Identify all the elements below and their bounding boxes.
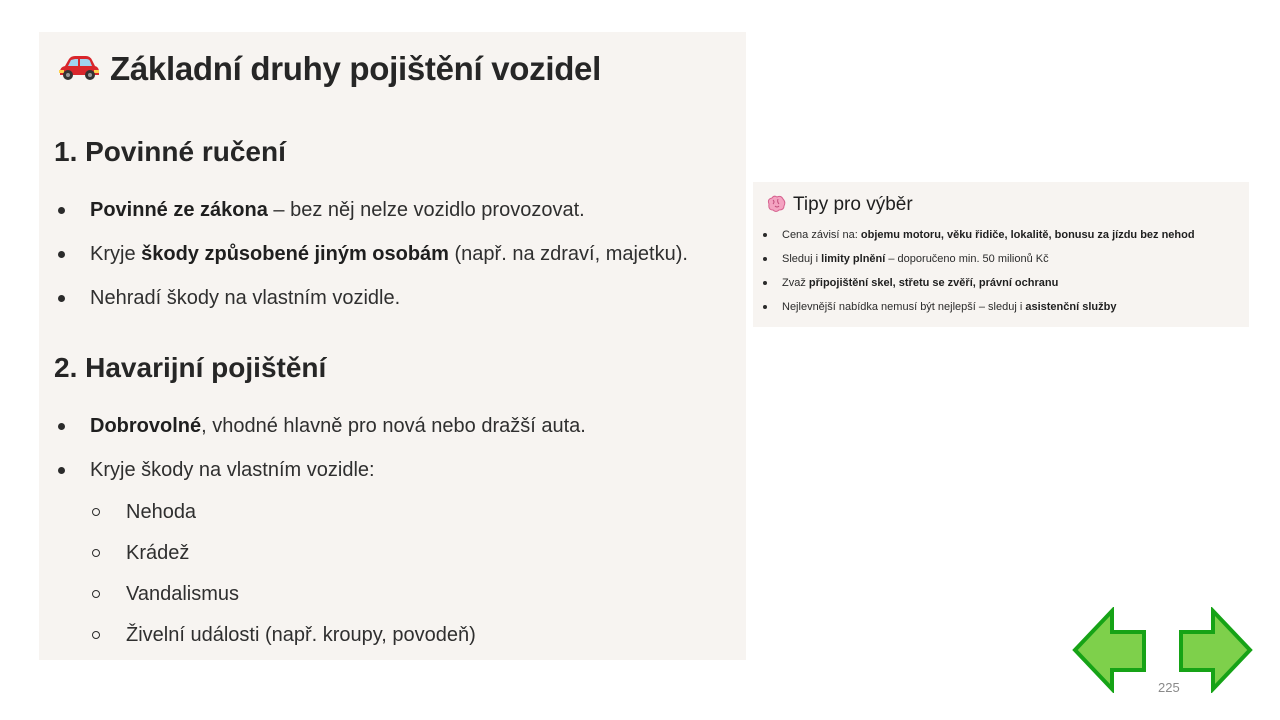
section2-list xyxy=(54,415,586,503)
brain-icon xyxy=(766,195,786,213)
tips-title-text: Tipy pro výběr xyxy=(793,194,913,215)
slide-title-text: Základní druhy pojištění vozidel xyxy=(110,50,601,87)
sub-list-item: Vandalismus xyxy=(90,583,476,624)
section2-sublist xyxy=(90,501,476,665)
arrow-right-icon[interactable] xyxy=(1177,607,1253,693)
sub-list-item: Krádež xyxy=(90,542,476,583)
main-content-panel xyxy=(39,32,746,660)
tips-title xyxy=(766,194,913,216)
list-item: Nehradí škody na vlastním vozidle. xyxy=(54,287,688,331)
car-icon xyxy=(56,50,100,84)
tip-item: Sleduj i limity plnění – doporučeno min. 50 milionů Kč xyxy=(762,252,1195,276)
section1-list xyxy=(54,199,688,331)
slide-number: 225 xyxy=(1158,680,1180,695)
slide-title xyxy=(56,50,601,88)
arrow-left-icon[interactable] xyxy=(1072,607,1148,693)
list-item: Povinné ze zákona – bez něj nelze vozidlo provozovat. xyxy=(54,199,688,243)
sub-list-item: Nehoda xyxy=(90,501,476,542)
tips-list xyxy=(762,228,1195,324)
tip-item: Cena závisí na: objemu motoru, věku řidiče, lokalitě, bonusu za jízdu bez nehod xyxy=(762,228,1195,252)
list-item: Kryje škody na vlastním vozidle: xyxy=(54,459,586,503)
section-heading-povinne: 1. Povinné ručení xyxy=(54,136,286,167)
sub-list-item: Živelní události (např. kroupy, povodeň) xyxy=(90,624,476,665)
list-item: Dobrovolné, vhodné hlavně pro nová nebo dražší auta. xyxy=(54,415,586,459)
tips-panel xyxy=(753,182,1249,327)
list-item: Kryje škody způsobené jiným osobám (např. na zdraví, majetku). xyxy=(54,243,688,287)
tip-item: Nejlevnější nabídka nemusí být nejlepší – sleduj i asistenční služby xyxy=(762,300,1195,324)
tip-item: Zvaž připojištění skel, střetu se zvěří, právní ochranu xyxy=(762,276,1195,300)
section-heading-havarijni: 2. Havarijní pojištění xyxy=(54,352,327,383)
